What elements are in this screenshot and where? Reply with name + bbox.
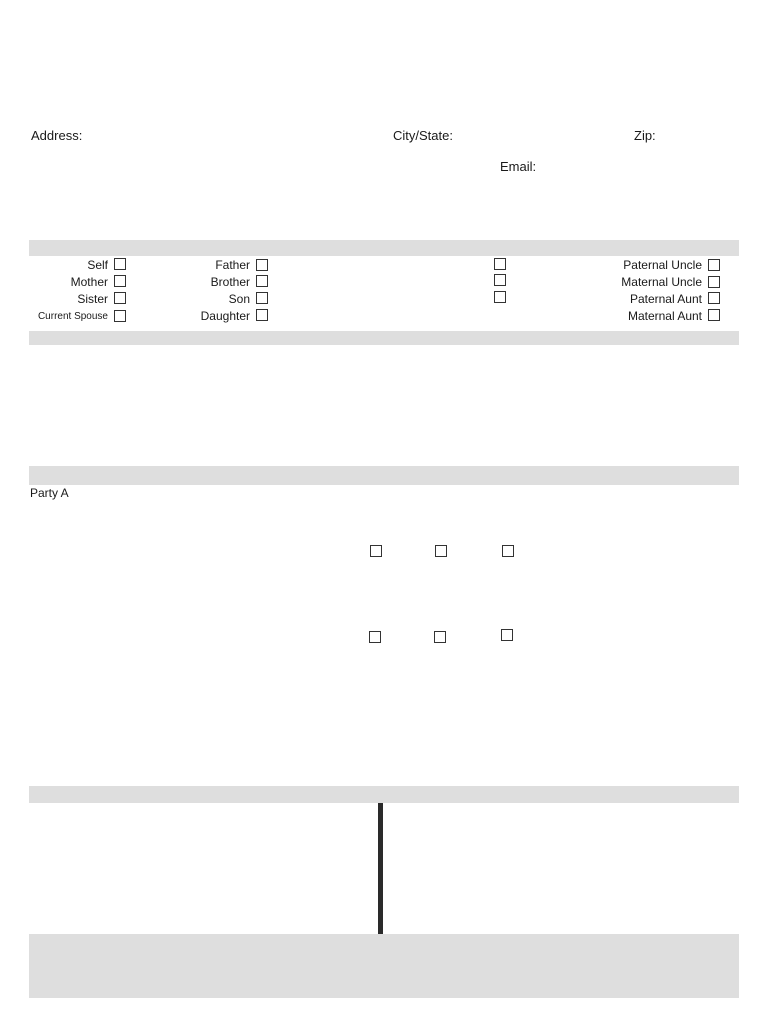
checkbox-paternal-aunt[interactable] <box>708 292 720 304</box>
bottom-footer-band <box>29 934 739 998</box>
relation-header-band <box>29 240 739 256</box>
relation-label-maternal-aunt: Maternal Aunt <box>627 309 702 323</box>
address-label: Address: <box>31 128 83 143</box>
checkbox-sister[interactable] <box>114 292 126 304</box>
parties-header-band <box>29 466 739 485</box>
checkbox-mother[interactable] <box>114 275 126 287</box>
checkbox-row2-col2[interactable] <box>434 631 446 643</box>
relation-label-paternal-aunt: Paternal Aunt <box>629 292 702 306</box>
relation-label-current-spouse: Current Spouse <box>37 311 108 322</box>
party-a-label: Party A <box>30 486 69 500</box>
relation-label-daughter: Daughter <box>200 309 250 323</box>
relation-label-self: Self <box>87 258 108 272</box>
checkbox-row1-col1[interactable] <box>370 545 382 557</box>
checkbox-paternal-uncle[interactable] <box>708 259 720 271</box>
checkbox-maternal-uncle[interactable] <box>708 276 720 288</box>
relation-label-mother: Mother <box>70 275 108 289</box>
checkbox-unlabeled-2[interactable] <box>494 274 506 286</box>
checkbox-current-spouse[interactable] <box>114 310 126 322</box>
checkbox-unlabeled-1[interactable] <box>494 258 506 270</box>
checkbox-self[interactable] <box>114 258 126 270</box>
city-state-label: City/State: <box>393 128 453 143</box>
checkbox-row1-col2[interactable] <box>435 545 447 557</box>
checkbox-son[interactable] <box>256 292 268 304</box>
bottom-header-band <box>29 786 739 803</box>
checkbox-father[interactable] <box>256 259 268 271</box>
relation-label-sister: Sister <box>77 292 108 306</box>
checkbox-unlabeled-3[interactable] <box>494 291 506 303</box>
checkbox-row2-col1[interactable] <box>369 631 381 643</box>
relation-footer-band <box>29 331 739 345</box>
relation-label-father: Father <box>215 258 250 272</box>
checkbox-brother[interactable] <box>256 275 268 287</box>
email-label: Email: <box>500 159 537 174</box>
zip-label: Zip: <box>634 128 656 143</box>
checkbox-maternal-aunt[interactable] <box>708 309 720 321</box>
checkbox-daughter[interactable] <box>256 309 268 321</box>
vertical-divider <box>378 803 383 934</box>
checkbox-row2-col3[interactable] <box>501 629 513 641</box>
checkbox-row1-col3[interactable] <box>502 545 514 557</box>
relation-label-maternal-uncle: Maternal Uncle <box>621 275 702 289</box>
relation-label-paternal-uncle: Paternal Uncle <box>623 258 702 272</box>
relation-label-brother: Brother <box>210 275 250 289</box>
relation-label-son: Son <box>228 292 250 306</box>
